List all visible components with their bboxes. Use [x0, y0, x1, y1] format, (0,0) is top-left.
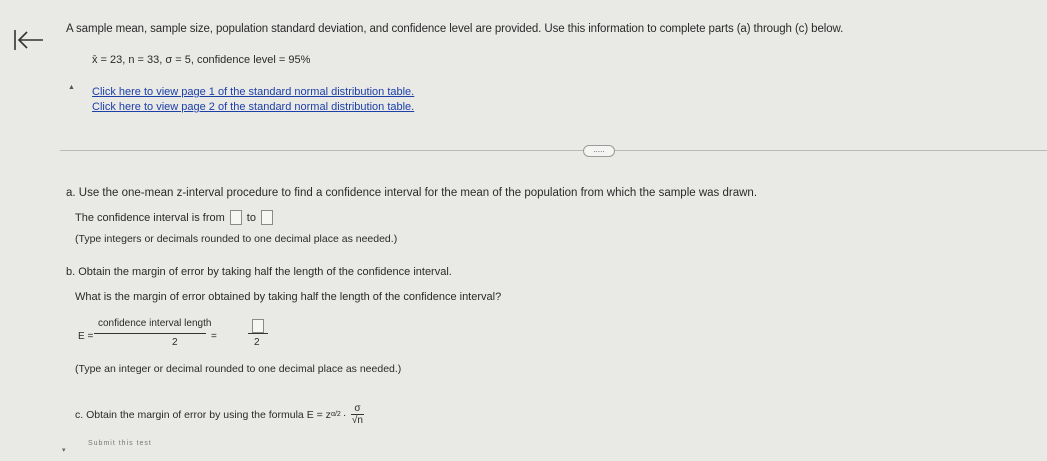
interval-to-label: to — [246, 211, 256, 224]
confidence-interval-line — [75, 210, 278, 225]
margin-of-error-formula — [78, 318, 278, 354]
table-page-2-link[interactable]: Click here to view page 2 of the standard normal distribution table. — [92, 101, 415, 113]
bullet-triangle-icon: ▲ — [68, 84, 75, 91]
part-c-prompt — [75, 403, 364, 426]
formula-denominator-2: 2 — [254, 337, 260, 348]
upper-bound-input[interactable] — [261, 210, 273, 225]
section-divider — [60, 150, 1047, 151]
part-c-formula-dot: · — [342, 408, 347, 421]
part-c-formula-lhs: E = z — [306, 408, 331, 421]
part-b-hint: (Type an integer or decimal rounded to one decimal place as needed.) — [75, 363, 402, 375]
lower-bound-input[interactable] — [230, 210, 242, 225]
part-b-question: What is the margin of error obtained by taking half the length of the confidence interval? — [75, 291, 502, 303]
back-arrow-icon[interactable] — [12, 28, 46, 52]
part-c-formula-sub: α/2 — [330, 411, 341, 418]
formula-lhs: E = — [78, 331, 94, 342]
part-c-text: c. Obtain the margin of error by using the formula — [75, 408, 304, 421]
part-a-prompt: a. Use the one-mean z-interval procedure to find a confidence interval for the mean of the population from which the sample was drawn. — [66, 187, 758, 199]
margin-of-error-input[interactable] — [252, 319, 264, 333]
frac-bottom: √n — [351, 415, 363, 426]
sigma-over-root-n — [351, 403, 363, 426]
given-values: x̄ = 23, n = 33, σ = 5, confidence level = 95% — [92, 54, 311, 66]
table-page-1-link[interactable]: Click here to view page 1 of the standard normal distribution table. — [92, 86, 415, 98]
formula-numerator: confidence interval length — [98, 318, 212, 329]
interval-prefix: The confidence interval is from — [75, 211, 225, 224]
part-a-hint: (Type integers or decimals rounded to one decimal place as needed.) — [75, 233, 398, 245]
fraction-bar-2 — [248, 333, 268, 334]
frac-top: σ — [351, 403, 363, 415]
chevron-down-icon[interactable]: ▾ — [62, 447, 66, 454]
fraction-bar — [94, 333, 206, 334]
part-b-prompt: b. Obtain the margin of error by taking half the length of the confidence interval. — [66, 266, 452, 278]
expand-more-button[interactable]: ..... — [583, 145, 615, 157]
footer-scribble: Submit this test — [88, 440, 152, 447]
formula-denominator: 2 — [172, 337, 178, 348]
formula-equals: = — [211, 331, 217, 342]
question-intro: A sample mean, sample size, population standard deviation, and confidence level are provided. Use this information to complete parts (a) through (c) below. — [66, 23, 844, 35]
